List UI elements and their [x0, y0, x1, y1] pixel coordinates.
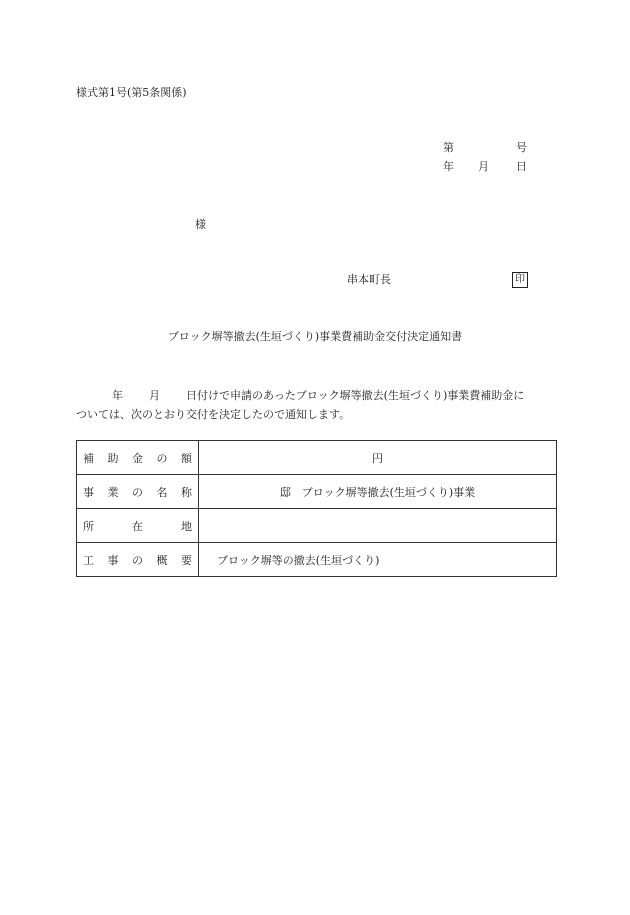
- project-name-label-text: [83, 484, 192, 500]
- document-title: ブロック塀等撤去(生垣づくり)事業費補助金交付決定通知書: [167, 330, 463, 343]
- label-char: 所: [83, 519, 94, 533]
- label-char: 工: [83, 553, 94, 567]
- location-value: [199, 509, 557, 543]
- label-char: の: [132, 553, 143, 567]
- subsidy-amount-value: 円: [199, 441, 557, 475]
- body-text: [76, 386, 558, 424]
- subsidy-amount-label-text: [83, 450, 192, 466]
- project-name-value: 邸 ブロック塀等撤去(生垣づくり)事業: [199, 475, 557, 509]
- label-char: 業: [107, 485, 119, 499]
- subsidy-amount-label: [77, 441, 199, 475]
- table-row: [77, 509, 557, 543]
- label-char: 地: [181, 519, 192, 533]
- document-number: [443, 141, 527, 155]
- label-char: 称: [181, 485, 192, 499]
- label-char: 金: [132, 451, 143, 465]
- issuer-title: 串本町長: [347, 273, 391, 286]
- body-line-1-text: 日付けで申請のあったブロック塀等撤去(生垣づくり)事業費補助金に: [186, 389, 525, 402]
- issue-date-month: 月: [478, 160, 489, 173]
- issue-date: [443, 160, 527, 174]
- table-row: [77, 543, 557, 577]
- label-char: の: [156, 451, 168, 465]
- body-line-1: [76, 386, 558, 405]
- location-label: [77, 509, 199, 543]
- label-char: 要: [181, 553, 192, 567]
- body-month: 月: [149, 389, 160, 402]
- form-number: 様式第1号(第5条関係): [76, 86, 187, 99]
- issue-date-year: 年: [443, 160, 454, 173]
- work-summary-value: ブロック塀等の撤去(生垣づくり): [199, 543, 557, 577]
- table-row: [77, 475, 557, 509]
- body-line-2: ついては、次のとおり交付を決定したので通知します。: [76, 408, 351, 421]
- project-name-label: [77, 475, 199, 509]
- label-char: 名: [156, 485, 168, 499]
- location-label-text: [83, 518, 192, 534]
- document-number-suffix: 号: [516, 141, 527, 154]
- table-row: [77, 441, 557, 475]
- addressee-honorific: 様: [195, 218, 206, 231]
- label-char: 額: [181, 451, 192, 465]
- seal-mark: 印: [512, 272, 528, 288]
- detail-table: [76, 440, 557, 577]
- work-summary-label: [77, 543, 199, 577]
- issue-date-day: 日: [516, 160, 527, 173]
- body-year: 年: [112, 389, 123, 402]
- label-char: 事: [107, 553, 119, 567]
- label-char: 助: [107, 451, 119, 465]
- label-char: 補: [83, 451, 94, 465]
- document-number-prefix: 第: [443, 141, 454, 154]
- label-char: の: [132, 485, 143, 499]
- label-char: 事: [83, 485, 94, 499]
- label-char: 概: [156, 553, 168, 567]
- work-summary-label-text: [83, 552, 192, 568]
- label-char: 在: [132, 519, 143, 533]
